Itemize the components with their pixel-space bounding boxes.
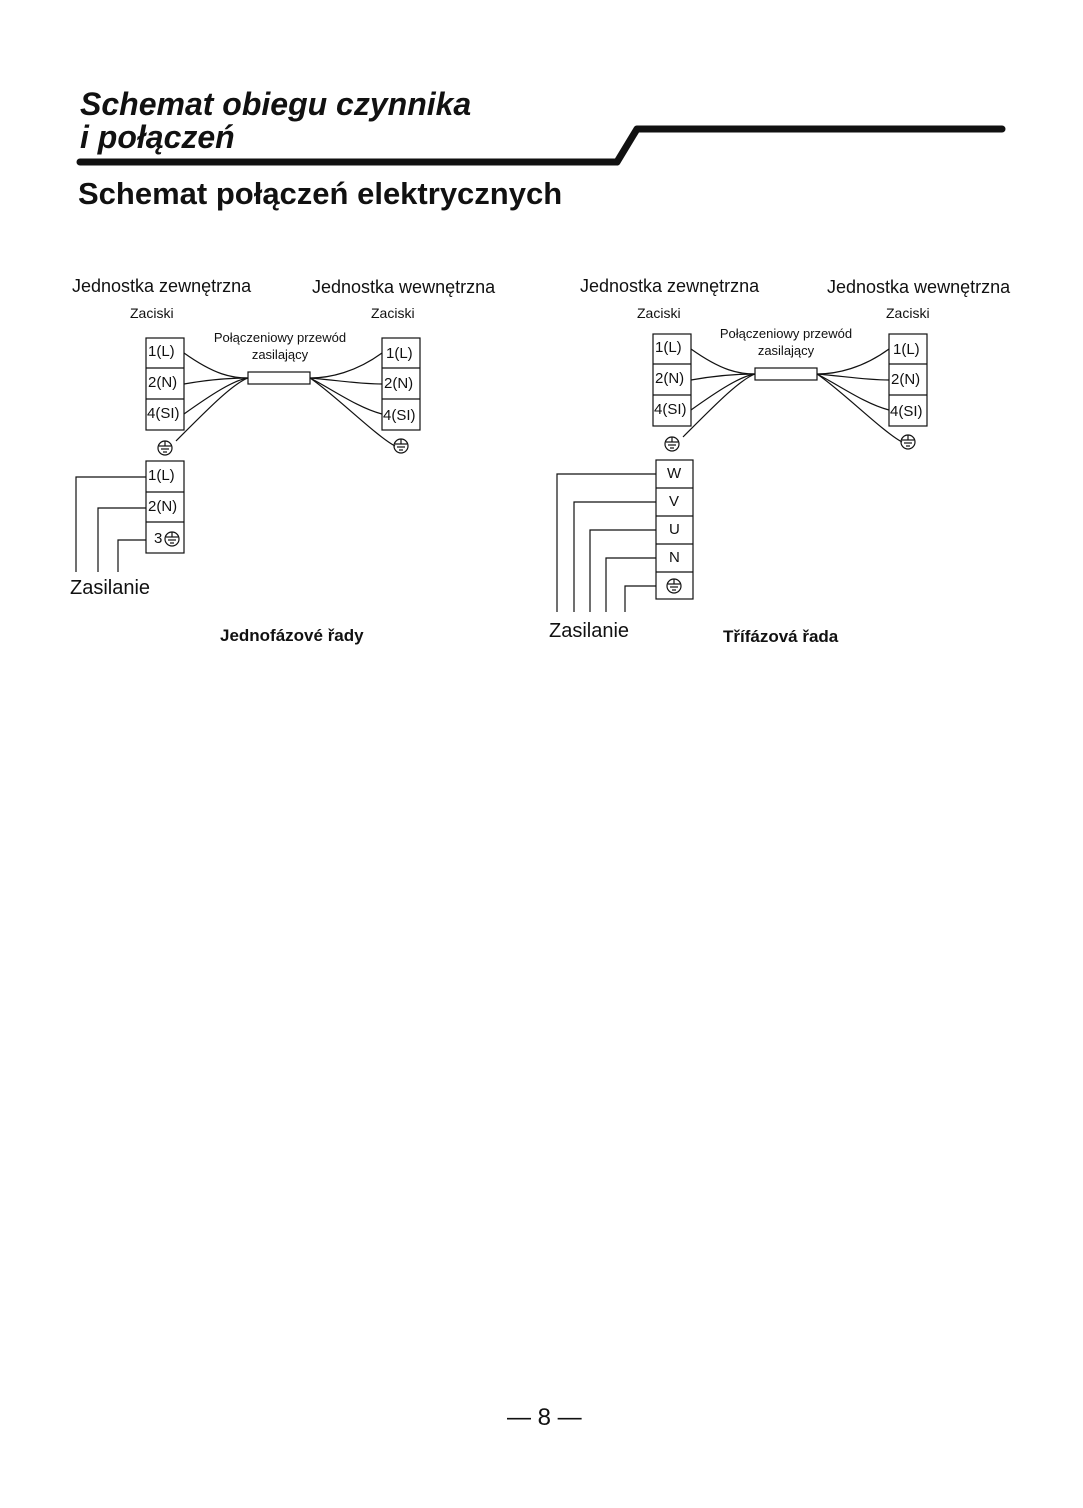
tp-indoor-unit-label: Jednostka wewnętrzna — [827, 277, 1011, 297]
ground-icon — [665, 437, 679, 451]
tp-outdoor-terminal-4: 4(SI) — [654, 401, 687, 418]
ground-icon — [394, 439, 408, 453]
sp-cable-label-line1: Połączeniowy przewód — [213, 330, 347, 345]
single-phase-drawing — [76, 338, 420, 572]
sp-indoor-terminals-label: Zaciski — [371, 305, 415, 321]
sp-indoor-terminal-4: 4(SI) — [383, 407, 416, 424]
header-rule — [80, 129, 1002, 162]
sp-indoor-terminal-1: 1(L) — [386, 345, 413, 362]
sp-indoor-unit-label: Jednostka wewnętrzna — [312, 277, 496, 297]
tp-outdoor-terminal-1: 1(L) — [655, 339, 682, 356]
sp-outdoor-terminal-4: 4(SI) — [147, 405, 180, 422]
sp-caption: Jednofázové řady — [220, 626, 364, 645]
ground-icon — [165, 532, 179, 546]
three-phase-drawing — [557, 334, 927, 612]
tp-caption: Třífázová řada — [723, 627, 839, 646]
sp-power-terminal-2: 2(N) — [148, 498, 178, 515]
sp-power-terminal-3: 3 — [154, 530, 163, 547]
tp-outdoor-terminal-2: 2(N) — [655, 370, 685, 387]
tp-outdoor-terminals-label: Zaciski — [637, 305, 681, 321]
tp-indoor-terminal-1: 1(L) — [893, 341, 920, 358]
tp-power-terminal-v: V — [669, 493, 680, 510]
tp-power-terminal-n: N — [669, 549, 680, 566]
tp-cable-label-line2: zasilający — [757, 343, 815, 358]
tp-outdoor-unit-label: Jednostka zewnętrzna — [580, 276, 760, 296]
tp-power-terminal-w: W — [667, 465, 682, 482]
tp-power-terminal-u: U — [669, 521, 680, 538]
tp-power-supply-label: Zasilanie — [549, 620, 630, 642]
sp-power-terminal-1: 1(L) — [148, 467, 175, 484]
tp-indoor-terminals-label: Zaciski — [886, 305, 930, 321]
sp-indoor-terminal-2: 2(N) — [384, 375, 414, 392]
tp-indoor-terminal-4: 4(SI) — [890, 403, 923, 420]
sp-cable-label-line2: zasilający — [251, 347, 309, 362]
page-number: — 8 — — [507, 1404, 582, 1431]
sp-cable-label — [200, 329, 360, 363]
tp-indoor-terminal-2: 2(N) — [891, 371, 921, 388]
sp-cable-sleeve — [248, 372, 310, 384]
ground-icon — [901, 435, 915, 449]
ground-icon — [158, 441, 172, 455]
section-title-line1: Schemat obiegu czynnika — [80, 86, 472, 122]
tp-cable-sleeve — [755, 368, 817, 380]
ground-icon — [667, 579, 681, 593]
page-subtitle: Schemat połączeń elektrycznych — [78, 176, 563, 211]
sp-outdoor-unit-label: Jednostka zewnętrzna — [72, 276, 252, 296]
tp-cable-label — [706, 325, 866, 359]
tp-cable-label-line1: Połączeniowy przewód — [719, 326, 853, 341]
section-title-line2: i połączeń — [80, 119, 235, 155]
sp-outdoor-terminal-2: 2(N) — [148, 374, 178, 391]
sp-power-supply-label: Zasilanie — [70, 577, 151, 599]
sp-outdoor-terminals-label: Zaciski — [130, 305, 174, 321]
sp-outdoor-terminal-1: 1(L) — [148, 343, 175, 360]
